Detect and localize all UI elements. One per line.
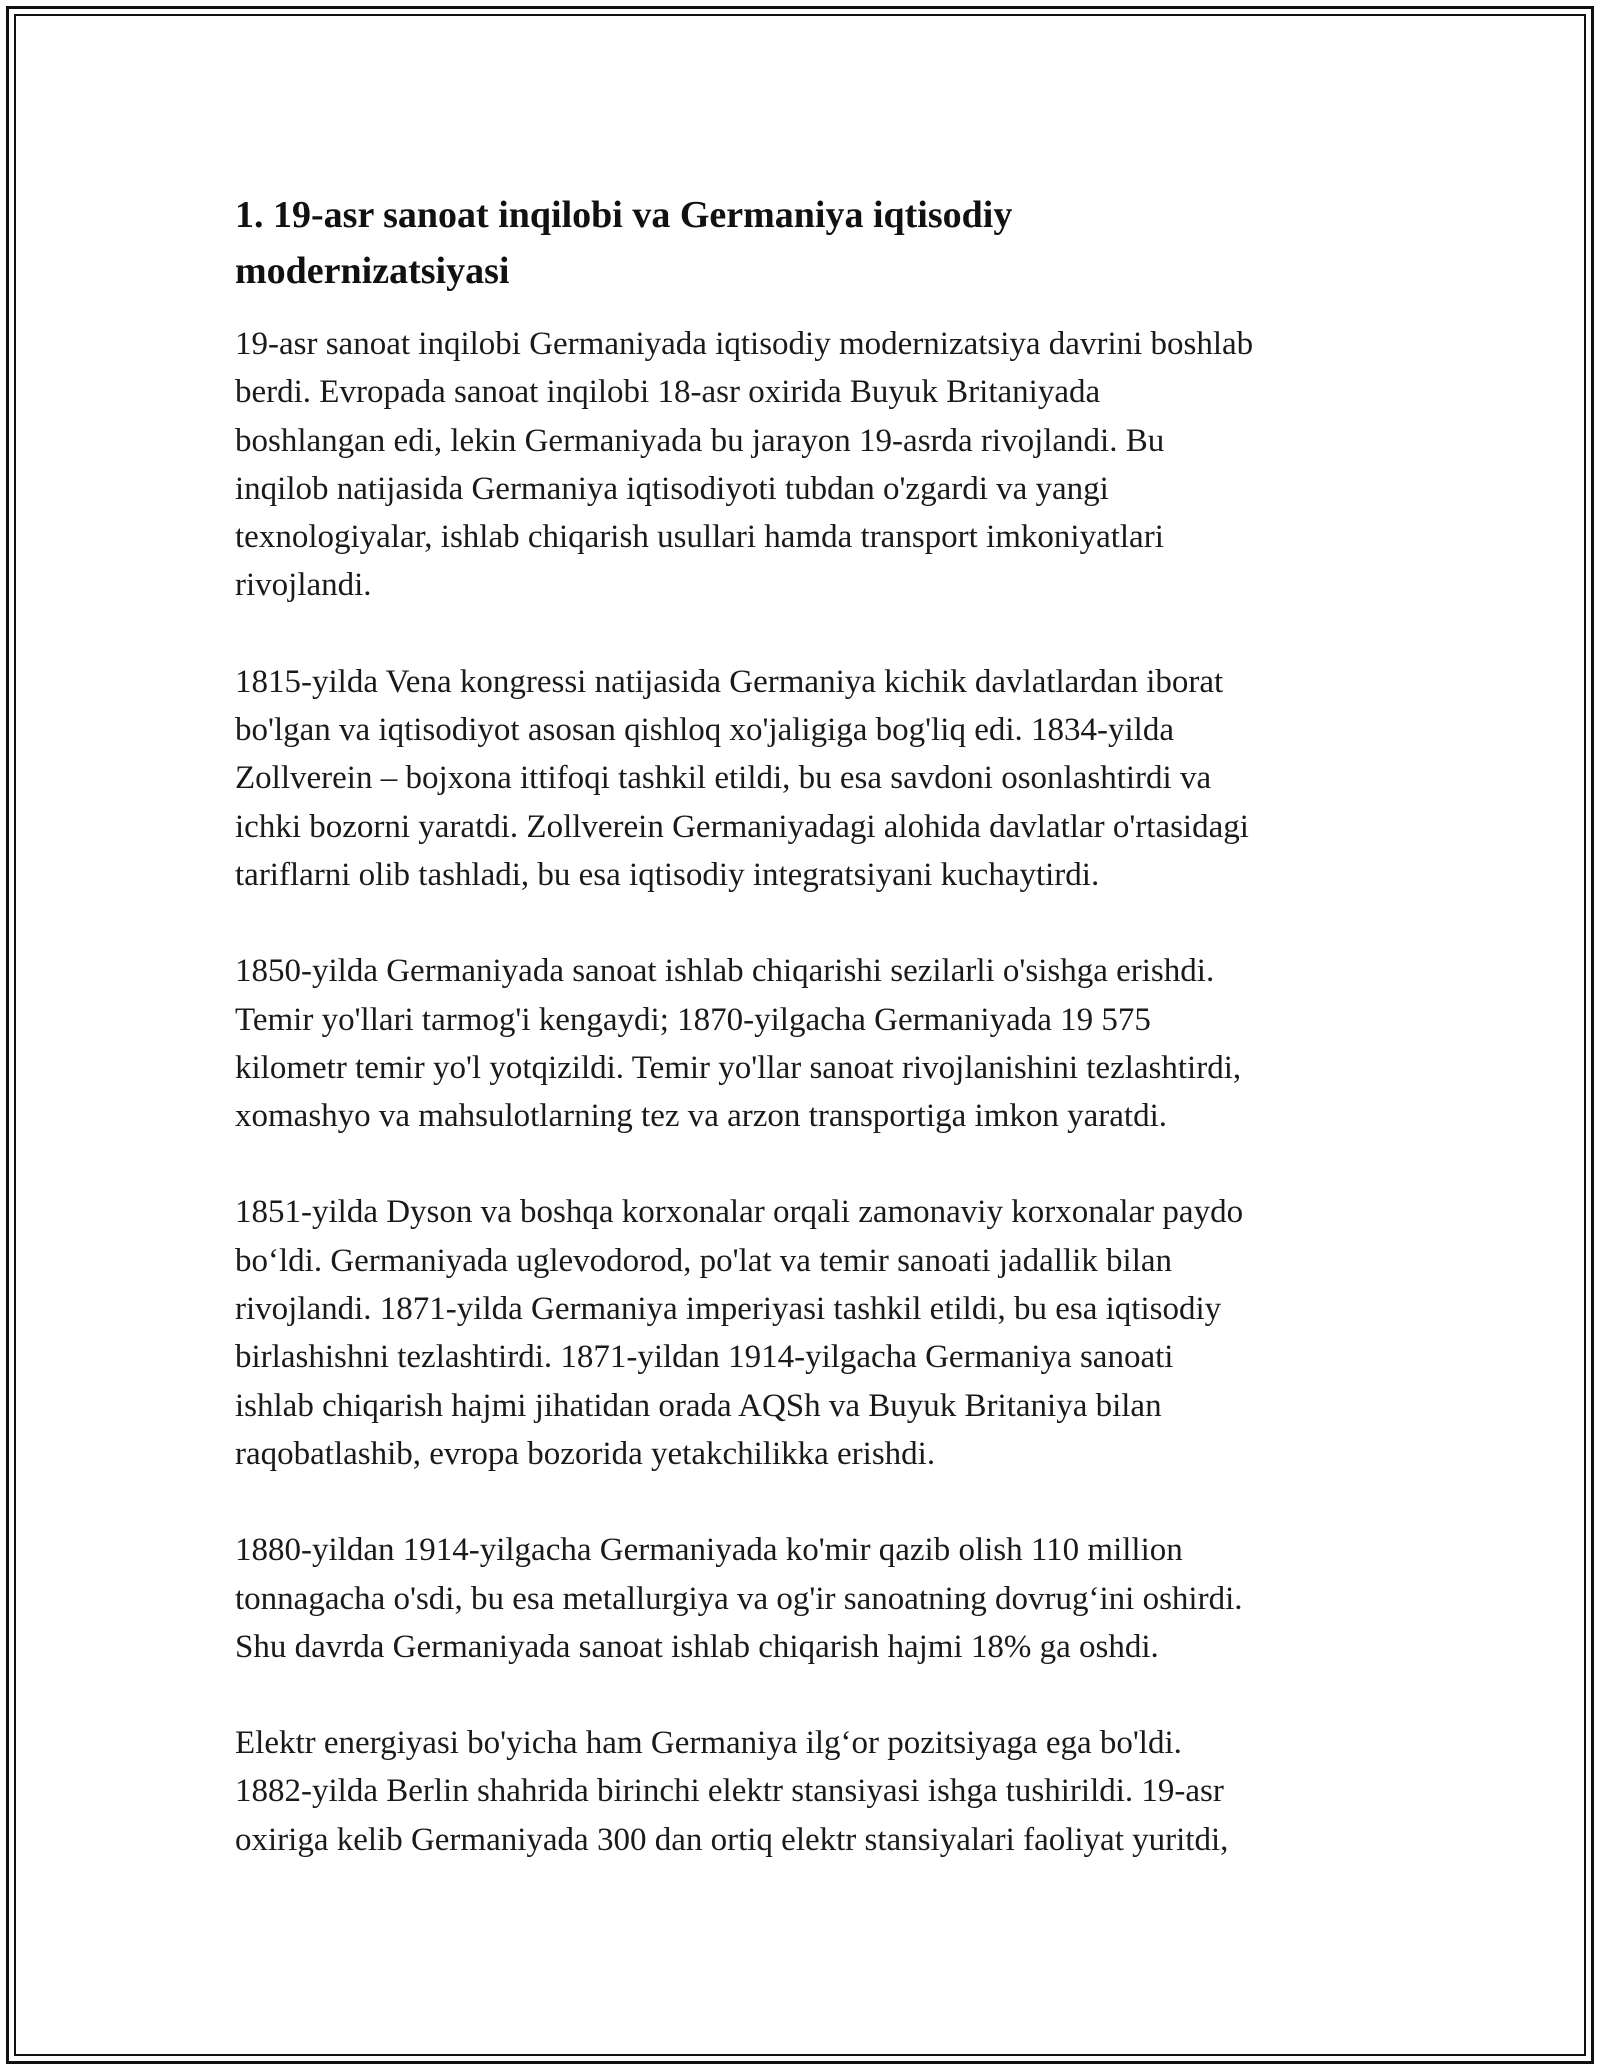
- paragraph-line: Shu davrda Germaniyada sanoat ishlab chiqarish hajmi 18% ga oshdi.: [235, 1628, 1159, 1665]
- paragraph-line: bo‘ldi. Germaniyada uglevodorod, po'lat va temir sanoati jadallik bilan: [235, 1242, 1173, 1279]
- document-body: [235, 187, 1375, 1912]
- paragraph: [235, 658, 1375, 899]
- paragraph-line: texnologiyalar, ishlab chiqarish usullari hamda transport imkoniyatlari: [235, 519, 1164, 556]
- paragraph: [235, 947, 1375, 1140]
- paragraph-line: bo'lgan va iqtisodiyot asosan qishloq xo'jaligiga bog'liq edi. 1834-yilda: [235, 712, 1174, 749]
- paragraph: [235, 320, 1375, 610]
- paragraph: [235, 1719, 1375, 1864]
- paragraph-line: rivojlandi.: [235, 567, 372, 604]
- paragraph-line: tonnagacha o'sdi, bu esa metallurgiya va og'ir sanoatning dovrug‘ini oshirdi.: [235, 1580, 1243, 1617]
- paragraph-line: 1880-yildan 1914-yilgacha Germaniyada ko'mir qazib olish 110 million: [235, 1532, 1183, 1569]
- paragraph-line: oxiriga kelib Germaniyada 300 dan ortiq elektr stansiyalari faoliyat yuritdi,: [235, 1821, 1229, 1858]
- paragraph-list: [235, 320, 1375, 1864]
- paragraph-line: inqilob natijasida Germaniya iqtisodiyoti tubdan o'zgardi va yangi: [235, 470, 1109, 507]
- paragraph-line: kilometr temir yo'l yotqizildi. Temir yo'llar sanoat rivojlanishini tezlashtirdi,: [235, 1049, 1242, 1086]
- paragraph-line: rivojlandi. 1871-yilda Germaniya imperiyasi tashkil etildi, bu esa iqtisodiy: [235, 1291, 1222, 1328]
- paragraph-line: Elektr energiyasi bo'yicha ham Germaniya ilg‘or pozitsiyaga ega bo'ldi.: [235, 1725, 1182, 1762]
- paragraph-line: boshlangan edi, lekin Germaniyada bu jarayon 19-asrda rivojlandi. Bu: [235, 422, 1165, 459]
- paragraph-line: 1850-yilda Germaniyada sanoat ishlab chiqarishi sezilarli o'sishga erishdi.: [235, 953, 1215, 990]
- heading-line: modernizatsiyasi: [235, 250, 510, 292]
- paragraph-line: 1815-yilda Vena kongressi natijasida Germaniya kichik davlatlardan iborat: [235, 663, 1224, 700]
- paragraph: [235, 1526, 1375, 1671]
- paragraph-line: birlashishni tezlashtirdi. 1871-yildan 1914-yilgacha Germaniya sanoati: [235, 1339, 1174, 1376]
- paragraph-line: 19-asr sanoat inqilobi Germaniyada iqtisodiy modernizatsiya davrini boshlab: [235, 326, 1254, 362]
- paragraph-line: Temir yo'llari tarmog'i kengaydi; 1870-yilgacha Germaniyada 19 575: [235, 1001, 1151, 1038]
- section-heading: [235, 187, 1375, 299]
- paragraph: [235, 1188, 1375, 1478]
- paragraph-line: ichki bozorni yaratdi. Zollverein Germaniyadagi alohida davlatlar o'rtasidagi: [235, 808, 1249, 845]
- heading-line: 1. 19-asr sanoat inqilobi va Germaniya iqtisodiy: [235, 194, 1013, 236]
- paragraph-line: ishlab chiqarish hajmi jihatidan orada AQSh va Buyuk Britaniya bilan: [235, 1387, 1162, 1424]
- paragraph-line: raqobatlashib, evropa bozorida yetakchilikka erishdi.: [235, 1435, 936, 1472]
- paragraph-line: Zollverein – bojxona ittifoqi tashkil etildi, bu esa savdoni osonlashtirdi va: [235, 760, 1212, 797]
- paragraph-line: 1882-yilda Berlin shahrida birinchi elektr stansiyasi ishga tushirildi. 19-asr: [235, 1773, 1224, 1810]
- paragraph-line: tariflarni olib tashladi, bu esa iqtisodiy integratsiyani kuchaytirdi.: [235, 856, 1100, 893]
- paragraph-line: xomashyo va mahsulotlarning tez va arzon transportiga imkon yaratdi.: [235, 1098, 1167, 1135]
- paragraph-line: 1851-yilda Dyson va boshqa korxonalar orqali zamonaviy korxonalar paydo: [235, 1194, 1244, 1231]
- paragraph-line: berdi. Evropada sanoat inqilobi 18-asr oxirida Buyuk Britaniyada: [235, 374, 1101, 411]
